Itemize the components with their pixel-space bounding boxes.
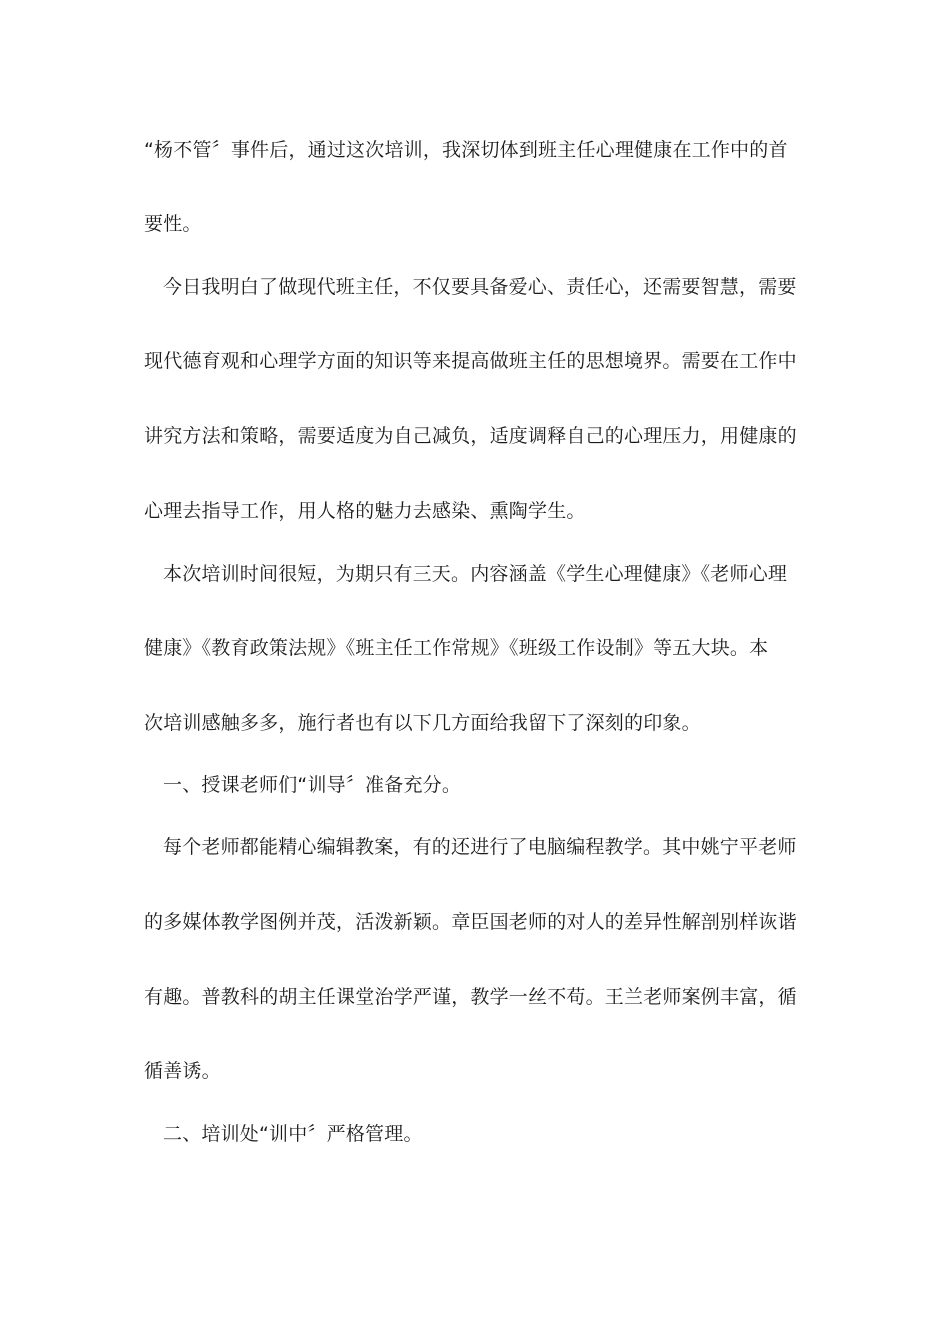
paragraph-line: 讲究方法和策略，需要适度为自己减负，适度调释自己的心理压力，用健康的 bbox=[144, 425, 797, 447]
paragraph-line: 有趣。普教科的胡主任课堂治学严谨，教学一丝不苟。王兰老师案例丰富，循 bbox=[144, 986, 797, 1008]
paragraph-line: 循善诱。 bbox=[144, 1060, 221, 1082]
paragraph-line: 的多媒体教学图例并茂，活泼新颖。章臣国老师的对人的差异性解剖别样诙谐 bbox=[144, 911, 797, 933]
paragraph-line: 次培训感触多多，施行者也有以下几方面给我留下了深刻的印象。 bbox=[144, 712, 701, 734]
section-heading: 一、授课老师们“训导〞准备充分。 bbox=[163, 774, 462, 796]
paragraph-line: 健康》《教育政策法规》《班主任工作常规》《班级工作设制》等五大块。本 bbox=[144, 637, 769, 659]
paragraph-line: 要性。 bbox=[144, 213, 202, 235]
paragraph-line: “杨不管〞事件后，通过这次培训，我深切体到班主任心理健康在工作中的首 bbox=[144, 139, 788, 161]
paragraph-line: 本次培训时间很短，为期只有三天。内容涵盖《学生心理健康》《老师心理 bbox=[163, 563, 788, 585]
paragraph-line: 现代德育观和心理学方面的知识等来提高做班主任的思想境界。需要在工作中 bbox=[144, 350, 797, 372]
paragraph-line: 今日我明白了做现代班主任，不仅要具备爱心、责任心，还需要智慧，需要 bbox=[163, 276, 797, 298]
paragraph-line: 每个老师都能精心编辑教案，有的还进行了电脑编程教学。其中姚宁平老师 bbox=[163, 836, 797, 858]
section-heading: 二、培训处“训中〞严格管理。 bbox=[163, 1123, 423, 1145]
paragraph-line: 心理去指导工作，用人格的魅力去感染、熏陶学生。 bbox=[144, 500, 586, 522]
